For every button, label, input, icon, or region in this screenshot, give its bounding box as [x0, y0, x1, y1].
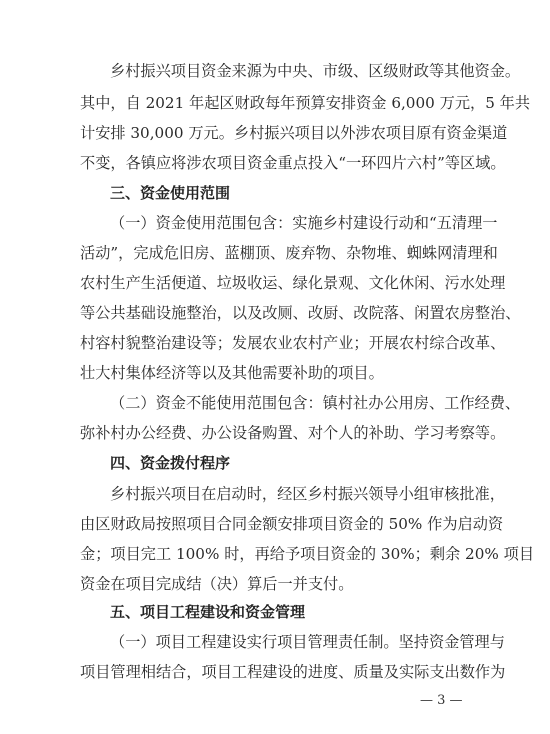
para4-line-1: 乡村振兴项目在启动时，经区乡村振兴领导小组审核批准，	[110, 485, 505, 503]
para2-line-6: 壮大村集体经济等以及其他需要补助的项目。	[80, 364, 384, 382]
section-heading-4: 四、资金拨付程序	[110, 454, 231, 472]
para2-line-1: （一）资金使用范围包含：实施乡村建设行动和“五清理一	[110, 214, 498, 232]
para1-line-2: 其中，自 2021 年起区财政每年预算安排资金 6,000 万元，5 年共	[80, 94, 531, 112]
para3-line-2: 弥补村办公经费、办公设备购置、对个人的补助、学习考察等。	[80, 424, 506, 442]
para3-line-1: （二）资金不能使用范围包含：镇村社办公用房、工作经费、	[110, 394, 521, 412]
para2-line-3: 农村生产生活便道、垃圾收运、绿化景观、文化休闲、污水处理	[80, 274, 506, 292]
para2-line-2: 活动”，完成危旧房、蓝棚顶、废弃物、杂物堆、蜘蛛网清理和	[80, 244, 498, 262]
section-heading-5: 五、项目工程建设和资金管理	[110, 603, 306, 621]
para2-line-4: 等公共基础设施整治，以及改厕、改厨、改院落、闲置农房整治、	[80, 304, 521, 322]
para4-line-4: 资金在项目完成结（决）算后一并支付。	[80, 575, 354, 593]
section-heading-3: 三、资金使用范围	[110, 184, 231, 202]
para5-line-1: （一）项目工程建设实行项目管理责任制。坚持资金管理与	[110, 633, 505, 651]
page-number: — 3 —	[420, 693, 463, 708]
para1-line-1: 乡村振兴项目资金来源为中央、市级、区级财政等其他资金。	[110, 62, 521, 80]
para4-line-2: 由区财政局按照项目合同金额安排项目资金的 50% 作为启动资	[80, 515, 504, 533]
para5-line-2: 项目管理相结合，项目工程建设的进度、质量及实际支出数作为	[80, 663, 506, 681]
para1-line-4: 不变，各镇应将涉农项目资金重点投入“一环四片六村”等区域。	[80, 154, 506, 172]
para2-line-5: 村容村貌整治建设等；发展农业农村产业；开展农村综合改革、	[80, 334, 506, 352]
para4-line-3: 金；项目完工 100% 时，再给予项目资金的 30%；剩余 20% 项目	[80, 545, 535, 563]
para1-line-3: 计安排 30,000 万元。乡村振兴项目以外涉农项目原有资金渠道	[80, 124, 508, 142]
